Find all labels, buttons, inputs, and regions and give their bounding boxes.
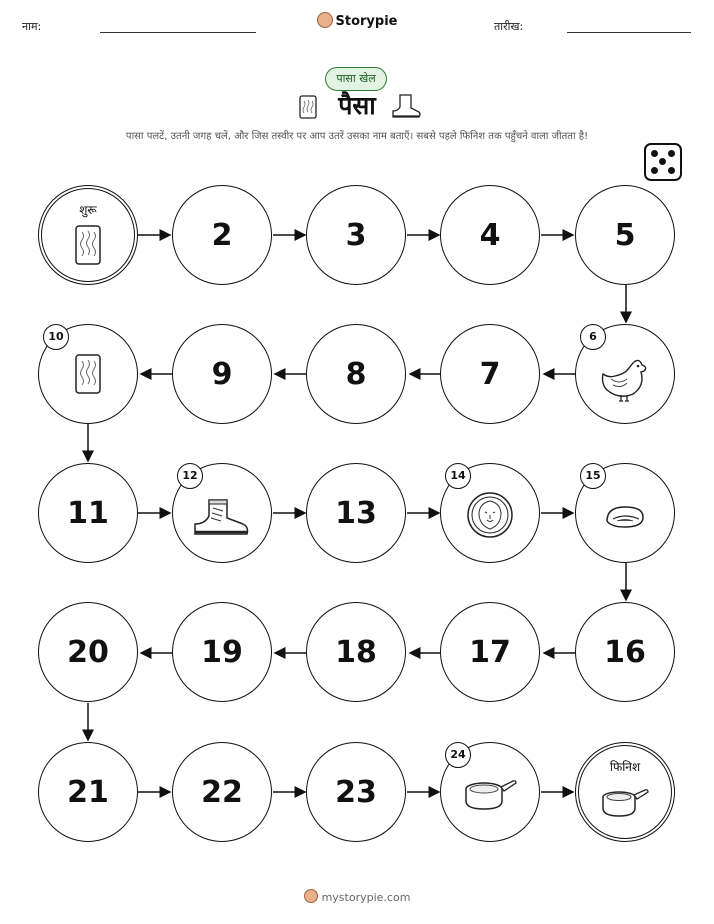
footer-url[interactable]: mystorypie.com [321, 891, 411, 904]
board-cell-15[interactable] [575, 463, 675, 563]
instructions: पासा पलटें, उतनी जगह चलें, और जिस तस्वीर पर आप उतरें उसका नाम बताएँ। सबसे पहले फिनिश तक पहुँचने वाला जीतता है! [125, 131, 589, 142]
cell-number: 11 [67, 495, 109, 531]
cell-number: 19 [201, 634, 243, 670]
board-cell-18[interactable] [306, 602, 406, 702]
bear-icon [304, 889, 318, 903]
footer-site [0, 889, 714, 904]
brand-name: Storypie [335, 14, 398, 29]
board-cell-12[interactable] [172, 463, 272, 563]
board-cell-17[interactable] [440, 602, 540, 702]
boot-icon [191, 496, 253, 540]
cash-bundle-icon [68, 351, 108, 397]
cell-number: 22 [201, 774, 243, 810]
start-label: शुरू [79, 203, 97, 217]
board-cell-24[interactable] [440, 742, 540, 842]
date-label: तारीख: [494, 20, 524, 33]
cell-number: 8 [345, 356, 367, 392]
board-cell-11[interactable] [38, 463, 138, 563]
cell-badge: 14 [445, 463, 471, 489]
pot-icon [462, 775, 518, 815]
cell-badge: 15 [580, 463, 606, 489]
cell-number: 7 [479, 356, 501, 392]
wallet-icon [603, 501, 647, 531]
board-cell-16[interactable] [575, 602, 675, 702]
cell-number: 17 [469, 634, 511, 670]
cell-badge: 10 [43, 324, 69, 350]
cell-number: 18 [335, 634, 377, 670]
cell-number: 20 [67, 634, 109, 670]
hen-icon [597, 353, 653, 403]
cell-number: 2 [211, 217, 233, 253]
cash-bundle-icon [68, 222, 108, 268]
name-label: नाम: [22, 20, 42, 33]
board-cell-6[interactable] [575, 324, 675, 424]
board-cell-19[interactable] [172, 602, 272, 702]
board-cell-2[interactable] [172, 185, 272, 285]
board-cell-8[interactable] [306, 324, 406, 424]
board-cell-13[interactable] [306, 463, 406, 563]
cell-number: 23 [335, 774, 377, 810]
pot-icon [599, 784, 651, 822]
cell-number: 3 [345, 217, 367, 253]
game-tag: पासा खेल [325, 67, 387, 91]
cell-badge: 24 [445, 742, 471, 768]
board-cell-3[interactable] [306, 185, 406, 285]
cell-number: 9 [211, 356, 233, 392]
finish-label: फिनिश [609, 760, 641, 774]
board-cell-5[interactable] [575, 185, 675, 285]
start-cell[interactable] [38, 185, 138, 285]
lion-coin-icon [465, 490, 515, 540]
board-cell-23[interactable] [306, 742, 406, 842]
finish-cell[interactable] [575, 742, 675, 842]
board-cell-7[interactable] [440, 324, 540, 424]
cell-number: 4 [479, 217, 501, 253]
board-cell-22[interactable] [172, 742, 272, 842]
board-cell-9[interactable] [172, 324, 272, 424]
board-cell-21[interactable] [38, 742, 138, 842]
cell-badge: 12 [177, 463, 203, 489]
board-cell-4[interactable] [440, 185, 540, 285]
cell-number: 13 [335, 495, 377, 531]
board-cell-10[interactable] [38, 324, 138, 424]
board-cell-14[interactable] [440, 463, 540, 563]
cell-number: 5 [614, 217, 636, 253]
cell-badge: 6 [580, 324, 606, 350]
page-title: पैसा [338, 91, 376, 120]
board-cell-20[interactable] [38, 602, 138, 702]
cell-number: 16 [604, 634, 646, 670]
cell-number: 21 [67, 774, 109, 810]
